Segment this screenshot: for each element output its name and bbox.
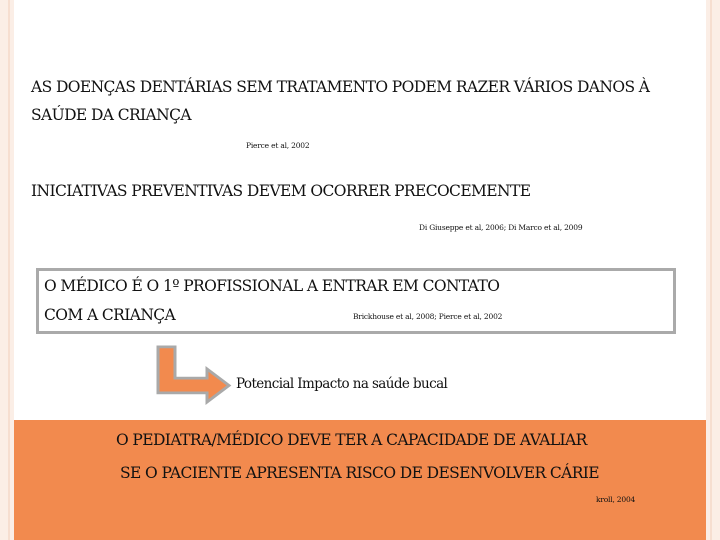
right-decorative-stripe [706,0,720,540]
doctor-contact-line-1: O MÉDICO É O 1º PROFISSIONAL A ENTRAR EM CONTATO [44,277,500,295]
title-line-2: SAÚDE DA CRIANÇA [31,106,191,124]
doctor-contact-line-2: COM A CRIANÇA [44,306,176,324]
right-decorative-line [710,0,712,540]
conclusion-line-2: SE O PACIENTE APRESENTA RISCO DE DESENVOLVER CÁRIE [120,464,600,482]
reference-di-giuseppe: Di Giuseppe et al, 2006; Di Marco et al, 2009 [419,223,583,232]
left-decorative-stripe [0,0,14,540]
reference-brickhouse: Brickhouse et al, 2008; Pierce et al, 2002 [353,312,503,321]
reference-kroll: kroll, 2004 [596,495,636,504]
impact-label: Potencial Impacto na saúde bucal [236,376,448,392]
left-decorative-line [8,0,10,540]
preventive-heading: INICIATIVAS PREVENTIVAS DEVEM OCORRER PRECOCEMENTE [31,182,531,200]
reference-pierce: Pierce et al, 2002 [246,141,310,150]
title-line-1: AS DOENÇAS DENTÁRIAS SEM TRATAMENTO PODEM RAZER VÁRIOS DANOS À [31,78,650,96]
conclusion-line-1: O PEDIATRA/MÉDICO DEVE TER A CAPACIDADE DE AVALIAR [116,431,587,449]
down-right-arrow-icon [155,345,235,405]
